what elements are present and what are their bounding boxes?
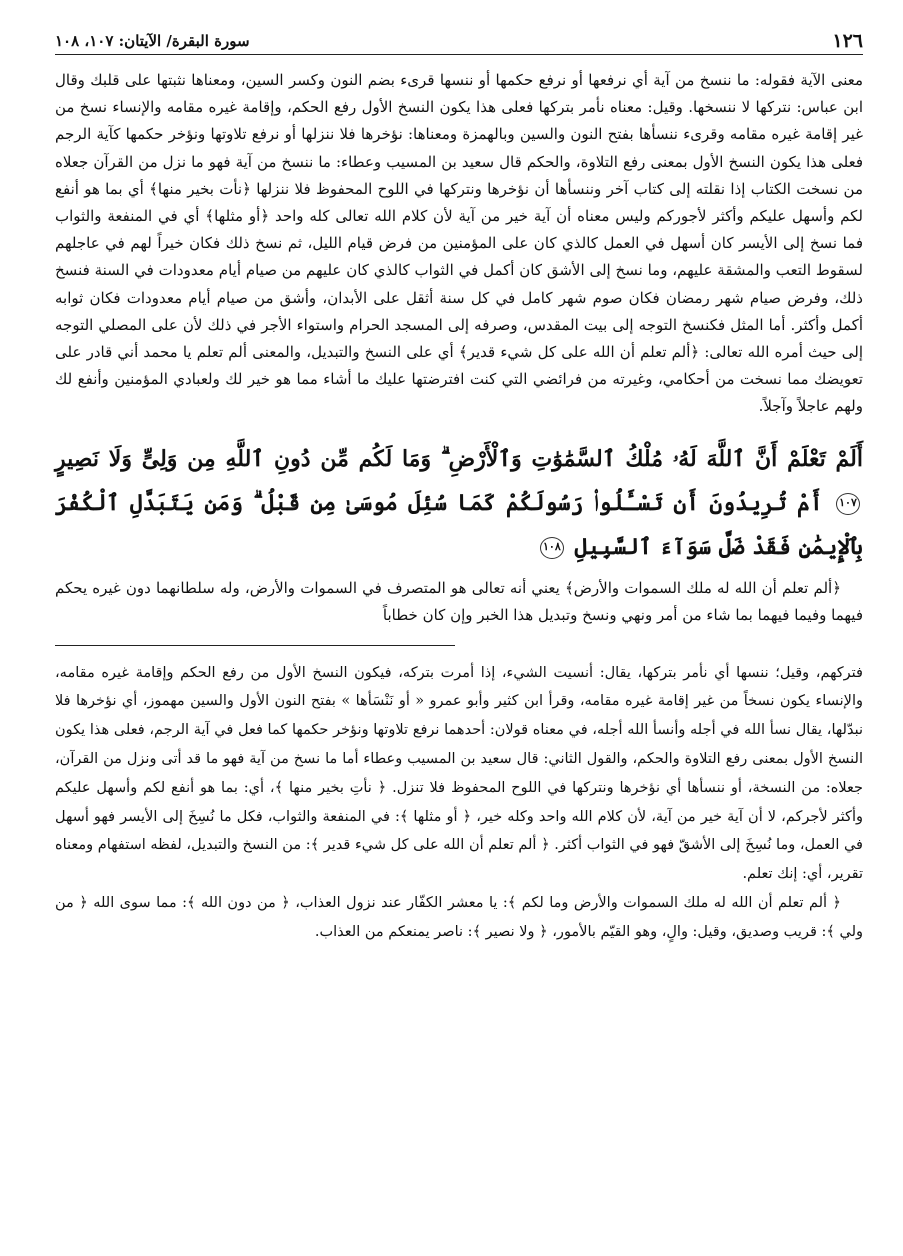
- sura-reference: سورة البقرة/ الآيتان: ١٠٧، ١٠٨: [55, 32, 250, 50]
- footnote-paragraph: ﴿ ألم تعلم أن الله له ملك السموات والأرض وما لكم ﴾: يا معشر الكفّار عند نزول العذاب، ﴿ من دون الله ﴾: مما سوى الله ﴿ من ولي ﴾: قريب وصديق، وقيل: والٍ، وهو القيّم بالأمور، ﴿ ولا نصير ﴾: ناصر يمنعكم من العذاب.: [55, 895, 863, 940]
- verse-107-text: أَلَمْ تَعْلَمْ أَنَّ ٱللَّهَ لَهُۥ مُلْكُ ٱلسَّمَٰوَٰتِ وَٱلْأَرْضِ ۗ وَمَا لَكُم مِّن دُونِ ٱللَّهِ مِن وَلِىٍّ وَلَا نَصِيرٍ: [55, 445, 863, 472]
- verse-number-107: ١٠٧: [836, 493, 860, 515]
- footnote-paragraph: فتركهم، وقيل؛ ننسها أي نأمر بتركها، يقال: أنسيت الشيء، إذا أمرت بتركه، فيكون النسخ الأول من رفع الحكم وإقامة غيره مقامه، والإنساء يكون نسخاً من غير إقامة غيره مقامه، وقرأ ابن كثير وأبو عمرو « أو نَنْسَأها » بفتح النون الأول والسين مهموز، أي نؤخرها فلا نبدّلها، يقال نسأ الله في أجله وأنسأ الله أجله، في معناه قولان: أحدهما نرفع تلاوتها ونؤخر حكمها كما فعل في آية الرجم، فعلى هذا يكون النسخ الأول بمعنى رفع التلاوة والحكم، والقول الثاني: قال سعيد بن المسيب وعطاء أما ما نسخ من آية فهو ما قد أتى ونزل من القرآن، جعلاه: من النسخة، أو ننسأها أي نؤخرها ونتركها في اللوح المحفوظ فلا تنزل. ﴿ نأتِ بخير منها ﴾، أي: بما هو أنفع لكم وأسهل عليكم وأكثر لأجركم، لا أن آية خير من آية، لأن كلام الله واحد وكله خير، ﴿ أو مثلها ﴾: في المنفعة والثواب، فكل ما نُسِخَ إلى الأيسر فهو أسهل في العمل، وما نُسِخَ إلى الأشقّ فهو في الثواب أكثر. ﴿ ألم تعلم أن الله على كل شيء قدير ﴾: من النسخ والتبديل، لفظه استفهام ومعناه تقرير، أي: إنك تعلم.: [55, 664, 863, 883]
- commentary-continued: [55, 575, 863, 629]
- footnotes: [55, 659, 863, 947]
- commentary-paragraph: معنى الآية فقوله: ما ننسخ من آية أي نرفعها أو نرفع حكمها أو ننسها قرىء بضم النون وكسر السين، ومعناها نثبتها على قلبك وقال ابن عباس: نتركها لا ننسخها. وقيل: معناه نأمر بتركها فعلى هذا يكون النسخ الأول رفع الحكم، وإقامة غيره مقامه والإنساء نسخ من غير إقامة غيره مقامه وقرىء ننسأها بفتح النون والسين وبالهمزة ومعناها: نؤخرها فلا ننزلها أو نرفع تلاوتها ونؤخر حكمها كآية الرجم فعلى هذا يكون النسخ الأول بمعنى رفع التلاوة، والحكم قال سعيد بن المسيب وعطاء: ما ننسخ من آية فهو ما نزل من القرآن جعلاه من نسخت الكتاب إذا نقلته إلى كتاب آخر وننسأها أن نؤخرها ونتركها في اللوح المحفوظ فلا ننزلها ﴿نأت بخير منها﴾ أي بما هو أنفع لكم وأسهل عليكم وأكثر لأجوركم وليس معناه أن آية خير من آية لأن كلام الله تعالى كله واحد ﴿أو مثلها﴾ أي في المنفعة والثواب فما نسخ إلى الأيسر كان أسهل في العمل كالذي كان على المؤمنين من فرض قيام الليل، ثم نسخ ذلك فكان خيراً لهم في عاجلهم لسقوط التعب والمشقة عليهم، وما نسخ إلى الأشق كان أكمل في الثواب كالذي كان عليهم من صيام أيام معدودات في السنة فنسخ ذلك، وفرض صيام شهر رمضان فكان صوم شهر كامل في كل سنة أثقل على الأبدان، وأشق من صيام أيام معدودات فكان ثوابه أكمل وأكثر. أما المثل فكنسخ التوجه إلى بيت المقدس، وصرفه إلى المسجد الحرام واستواء الأجر في ذلك لأن على المصلي التوجه إلى حيث أمره الله تعالى: ﴿ألم تعلم أن الله على كل شيء قدير﴾ أي على النسخ والتبديل، والمعنى ألم تعلم يا محمد أني قادر على تعويضك مما نسخت من أحكامي، وغيرته من فرائضي التي كنت افترضتها عليك ما أشاء مما هو خير لك ولعبادي المؤمنين وأنفع لك ولهم عاجلاً وآجلاً.: [55, 71, 863, 416]
- page-number: ١٢٦: [832, 30, 863, 52]
- quran-verses: [55, 437, 863, 569]
- commentary-paragraph: ﴿ألم تعلم أن الله له ملك السموات والأرض﴾ يعني أنه تعالى هو المتصرف في السموات والأرض، وله سلطانهما دون غيره يحكم فيهما وفيما فيهما بما شاء من أمر ونهي ونسخ وتبديل هذا الخبر وإن كان خطاباً: [55, 578, 863, 624]
- footnote-divider: [55, 645, 455, 646]
- verse-number-108: ١٠٨: [540, 537, 564, 559]
- page-header: [55, 28, 863, 55]
- verse-108-text: أَمْ تُرِيدُونَ أَن تَسْـَٔلُوا۟ رَسُولَكُمْ كَمَا سُئِلَ مُوسَىٰ مِن قَبْلُ ۗ وَمَن يَتَبَدَّلِ ٱلْكُفْرَ بِٱلْإِيمَٰنِ فَقَدْ ضَلَّ سَوَآءَ ٱلسَّبِيلِ: [55, 489, 863, 560]
- book-page: [55, 28, 863, 947]
- commentary-text: [55, 67, 863, 421]
